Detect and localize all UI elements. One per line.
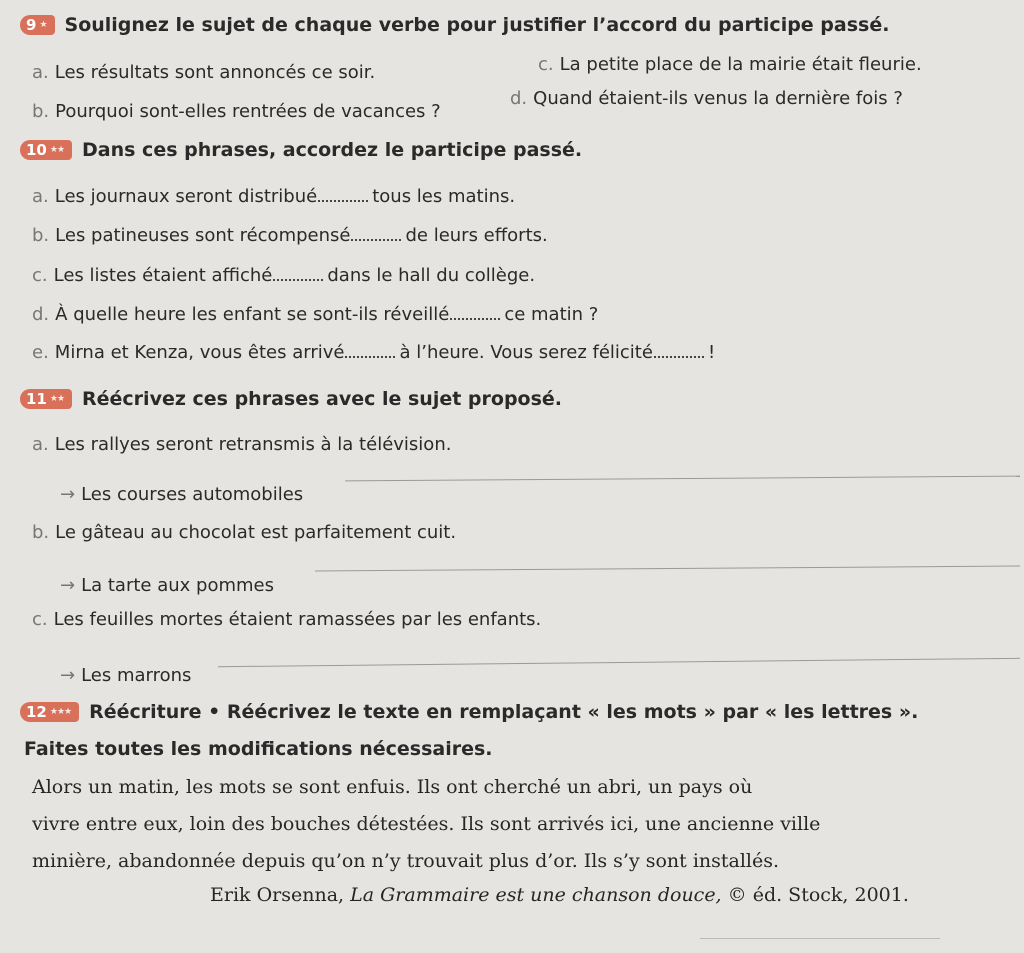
ex11-item-b: b. Le gâteau au chocolat est parfaitement cuit. bbox=[32, 522, 457, 543]
ex9-item-b: b. Pourquoi sont-elles rentrées de vacances ? bbox=[32, 101, 441, 122]
arrow-icon: → bbox=[60, 575, 76, 596]
ex9-badge: 9 ★ bbox=[20, 15, 55, 35]
ex12-title: Réécriture • Réécrivez le texte en remplaçant « les mots » par « les lettres ». bbox=[89, 701, 919, 723]
ex10-item-e: e. Mirna et Kenza, vous êtes arrivé à l’heure. Vous serez félicité ! bbox=[32, 342, 716, 363]
answer-line-b[interactable] bbox=[315, 566, 1020, 572]
blank[interactable] bbox=[654, 342, 704, 358]
ex11-item-a: a. Les rallyes seront retransmis à la télévision. bbox=[32, 434, 452, 455]
ex11-badge: 11 ★★ bbox=[20, 389, 72, 409]
ex10-item-c: c. Les listes étaient affiché dans le hall du collège. bbox=[32, 265, 536, 286]
ex10-title: Dans ces phrases, accordez le participe passé. bbox=[82, 139, 583, 161]
ex11-item-c: c. Les feuilles mortes étaient ramassées par les enfants. bbox=[32, 609, 542, 630]
ex10-item-a: a. Les journaux seront distribué tous les matins. bbox=[32, 186, 516, 207]
ex9-item-c: c. La petite place de la mairie était fleurie. bbox=[538, 54, 922, 75]
blank[interactable] bbox=[318, 186, 368, 202]
blank[interactable] bbox=[450, 304, 500, 320]
answer-line-c[interactable] bbox=[218, 658, 1020, 667]
ex12-text-line-3: minière, abandonnée depuis qu’on n’y trouvait plus d’or. Ils s’y sont installés. bbox=[32, 850, 780, 872]
ex9-item-d: d. Quand étaient-ils venus la dernière fois ? bbox=[510, 88, 903, 109]
blank[interactable] bbox=[273, 265, 323, 281]
ex11-answer-b: → La tarte aux pommes bbox=[60, 575, 274, 596]
ex11-header bbox=[20, 388, 562, 410]
arrow-icon: → bbox=[60, 665, 76, 686]
blank[interactable] bbox=[351, 225, 401, 241]
ex11-answer-c: → Les marrons bbox=[60, 665, 192, 686]
ex12-source: Erik Orsenna, La Grammaire est une chanson douce, © éd. Stock, 2001. bbox=[210, 884, 909, 906]
ex12-badge: 12 ★★★ bbox=[20, 702, 79, 722]
ex12-header bbox=[20, 701, 918, 723]
ex11-title: Réécrivez ces phrases avec le sujet proposé. bbox=[82, 388, 563, 410]
arrow-icon: → bbox=[60, 484, 76, 505]
ex12-title-2: Faites toutes les modifications nécessaires. bbox=[24, 738, 493, 760]
ex9-item-a: a. Les résultats sont annoncés ce soir. bbox=[32, 62, 376, 83]
ex11-answer-a: → Les courses automobiles bbox=[60, 484, 304, 505]
ex12-text-line-1: Alors un matin, les mots se sont enfuis. Ils ont cherché un abri, un pays où bbox=[32, 776, 753, 798]
ex9-title: Soulignez le sujet de chaque verbe pour justifier l’accord du participe passé. bbox=[64, 14, 890, 36]
ex9-header bbox=[20, 14, 889, 36]
ex10-item-d: d. À quelle heure les enfant se sont-ils réveillé ce matin ? bbox=[32, 304, 599, 325]
answer-line-a[interactable] bbox=[345, 476, 1020, 482]
ex10-badge: 10 ★★ bbox=[20, 140, 72, 160]
ex10-item-b: b. Les patineuses sont récompensé de leurs efforts. bbox=[32, 225, 548, 246]
ex10-header bbox=[20, 139, 582, 161]
blank[interactable] bbox=[345, 342, 395, 358]
bottom-line bbox=[700, 938, 940, 939]
ex12-text-line-2: vivre entre eux, loin des bouches détestées. Ils sont arrivés ici, une ancienne ville bbox=[32, 813, 821, 835]
